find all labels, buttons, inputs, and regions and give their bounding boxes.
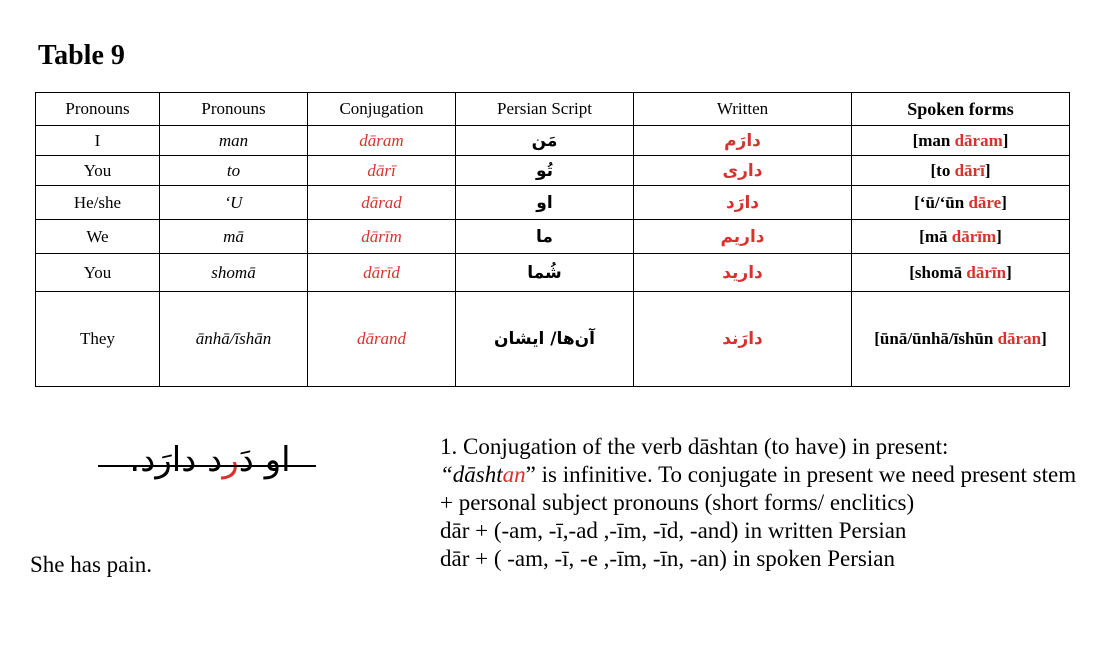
pronoun-translit: ‘U: [160, 186, 308, 220]
note-paragraph: [440, 461, 1080, 517]
header-pronouns-en: Pronouns: [36, 93, 160, 126]
persian-script: تُو: [456, 156, 634, 186]
spoken-form: [852, 156, 1070, 186]
spoken-form: [852, 292, 1070, 387]
pronoun-en: I: [36, 126, 160, 156]
written-form: دارَد: [634, 186, 852, 220]
spoken-bracket: ]: [984, 160, 991, 180]
spoken-form: [852, 126, 1070, 156]
persian-script: شُما: [456, 254, 634, 292]
written-form: داری: [634, 156, 852, 186]
spoken-bracket: ]: [1006, 262, 1012, 282]
example-english-translation: She has pain.: [30, 552, 153, 577]
pronoun-translit: mā: [160, 220, 308, 254]
note-text: ” is infinitive. To conjugate in present we need present stem + personal subject pronouns (short forms/ enclitics): [440, 462, 1077, 515]
conjugation: dāram: [308, 126, 456, 156]
spoken-pronoun: [mā: [919, 226, 952, 246]
spoken-verb: dārīm: [951, 226, 997, 246]
spoken-pronoun: [‘ū/‘ūn: [914, 192, 969, 212]
spoken-pronoun: [shomā: [909, 262, 967, 282]
table-row: [36, 292, 1070, 387]
spoken-pronoun: [to: [930, 160, 955, 180]
written-form: دارَند: [634, 292, 852, 387]
sentence-part: د دارَد.: [129, 440, 223, 480]
note-infinitive-suffix: an: [502, 462, 526, 487]
pronoun-en: You: [36, 156, 160, 186]
note-infinitive: “dāsht: [440, 462, 503, 487]
spoken-form: [852, 254, 1070, 292]
pronoun-translit: ānhā/īshān: [160, 292, 308, 387]
example-persian-sentence: [90, 436, 330, 484]
note-line: 1. Conjugation of the verb dāshtan (to have) in present:: [440, 434, 949, 459]
spoken-form: [852, 186, 1070, 220]
header-persian-script: Persian Script: [456, 93, 634, 126]
note-line: dār + (-am, -ī,-ad ,-īm, -īd, -and) in written Persian: [440, 518, 907, 543]
header-conjugation: Conjugation: [308, 93, 456, 126]
pronoun-en: They: [36, 292, 160, 387]
written-form: داریم: [634, 220, 852, 254]
spoken-bracket: ]: [1041, 329, 1047, 348]
conjugation: dārīm: [308, 220, 456, 254]
spoken-pronoun: [man: [912, 130, 955, 150]
pronoun-en: He/she: [36, 186, 160, 220]
persian-script: مَن: [456, 126, 634, 156]
spoken-bracket: ]: [996, 226, 1002, 246]
note-line: dār + ( -am, -ī, -e ,-īm, -īn, -an) in spoken Persian: [440, 546, 895, 571]
sentence-highlight: ر: [222, 440, 239, 480]
header-written: Written: [634, 93, 852, 126]
table-title: Table 9: [38, 40, 125, 71]
written-form: دارید: [634, 254, 852, 292]
spoken-verb: dāram: [954, 130, 1003, 150]
table-row: [36, 220, 1070, 254]
spoken-verb: dāre: [968, 192, 1002, 212]
pronoun-translit: shomā: [160, 254, 308, 292]
persian-script: او: [456, 186, 634, 220]
conjugation: dārī: [308, 156, 456, 186]
pronoun-translit: man: [160, 126, 308, 156]
header-pronouns-translit: Pronouns: [160, 93, 308, 126]
pronoun-translit: to: [160, 156, 308, 186]
spoken-bracket: ]: [1001, 192, 1007, 212]
table-row: [36, 254, 1070, 292]
spoken-bracket: ]: [1002, 130, 1009, 150]
sentence-part: او دَ: [238, 440, 291, 480]
pronoun-en: You: [36, 254, 160, 292]
conjugation-table: [35, 92, 1070, 387]
strikethrough-line: [98, 465, 316, 467]
persian-script: ما: [456, 220, 634, 254]
table-row: [36, 126, 1070, 156]
spoken-verb: dāran: [997, 329, 1042, 348]
table-header-row: [36, 93, 1070, 126]
pronoun-en: We: [36, 220, 160, 254]
conjugation: dārad: [308, 186, 456, 220]
header-spoken-forms: Spoken forms: [852, 93, 1070, 126]
table-row: [36, 156, 1070, 186]
grammar-note: [440, 433, 1080, 573]
written-form: دارَم: [634, 126, 852, 156]
spoken-form: [852, 220, 1070, 254]
table-row: [36, 186, 1070, 220]
spoken-verb: dārīn: [966, 262, 1007, 282]
conjugation: dārand: [308, 292, 456, 387]
spoken-pronoun: [ūnā/ūnhā/īshūn: [874, 329, 998, 348]
conjugation: dārīd: [308, 254, 456, 292]
spoken-verb: dārī: [954, 160, 985, 180]
persian-script: آن‌ها/ ایشان: [456, 292, 634, 387]
